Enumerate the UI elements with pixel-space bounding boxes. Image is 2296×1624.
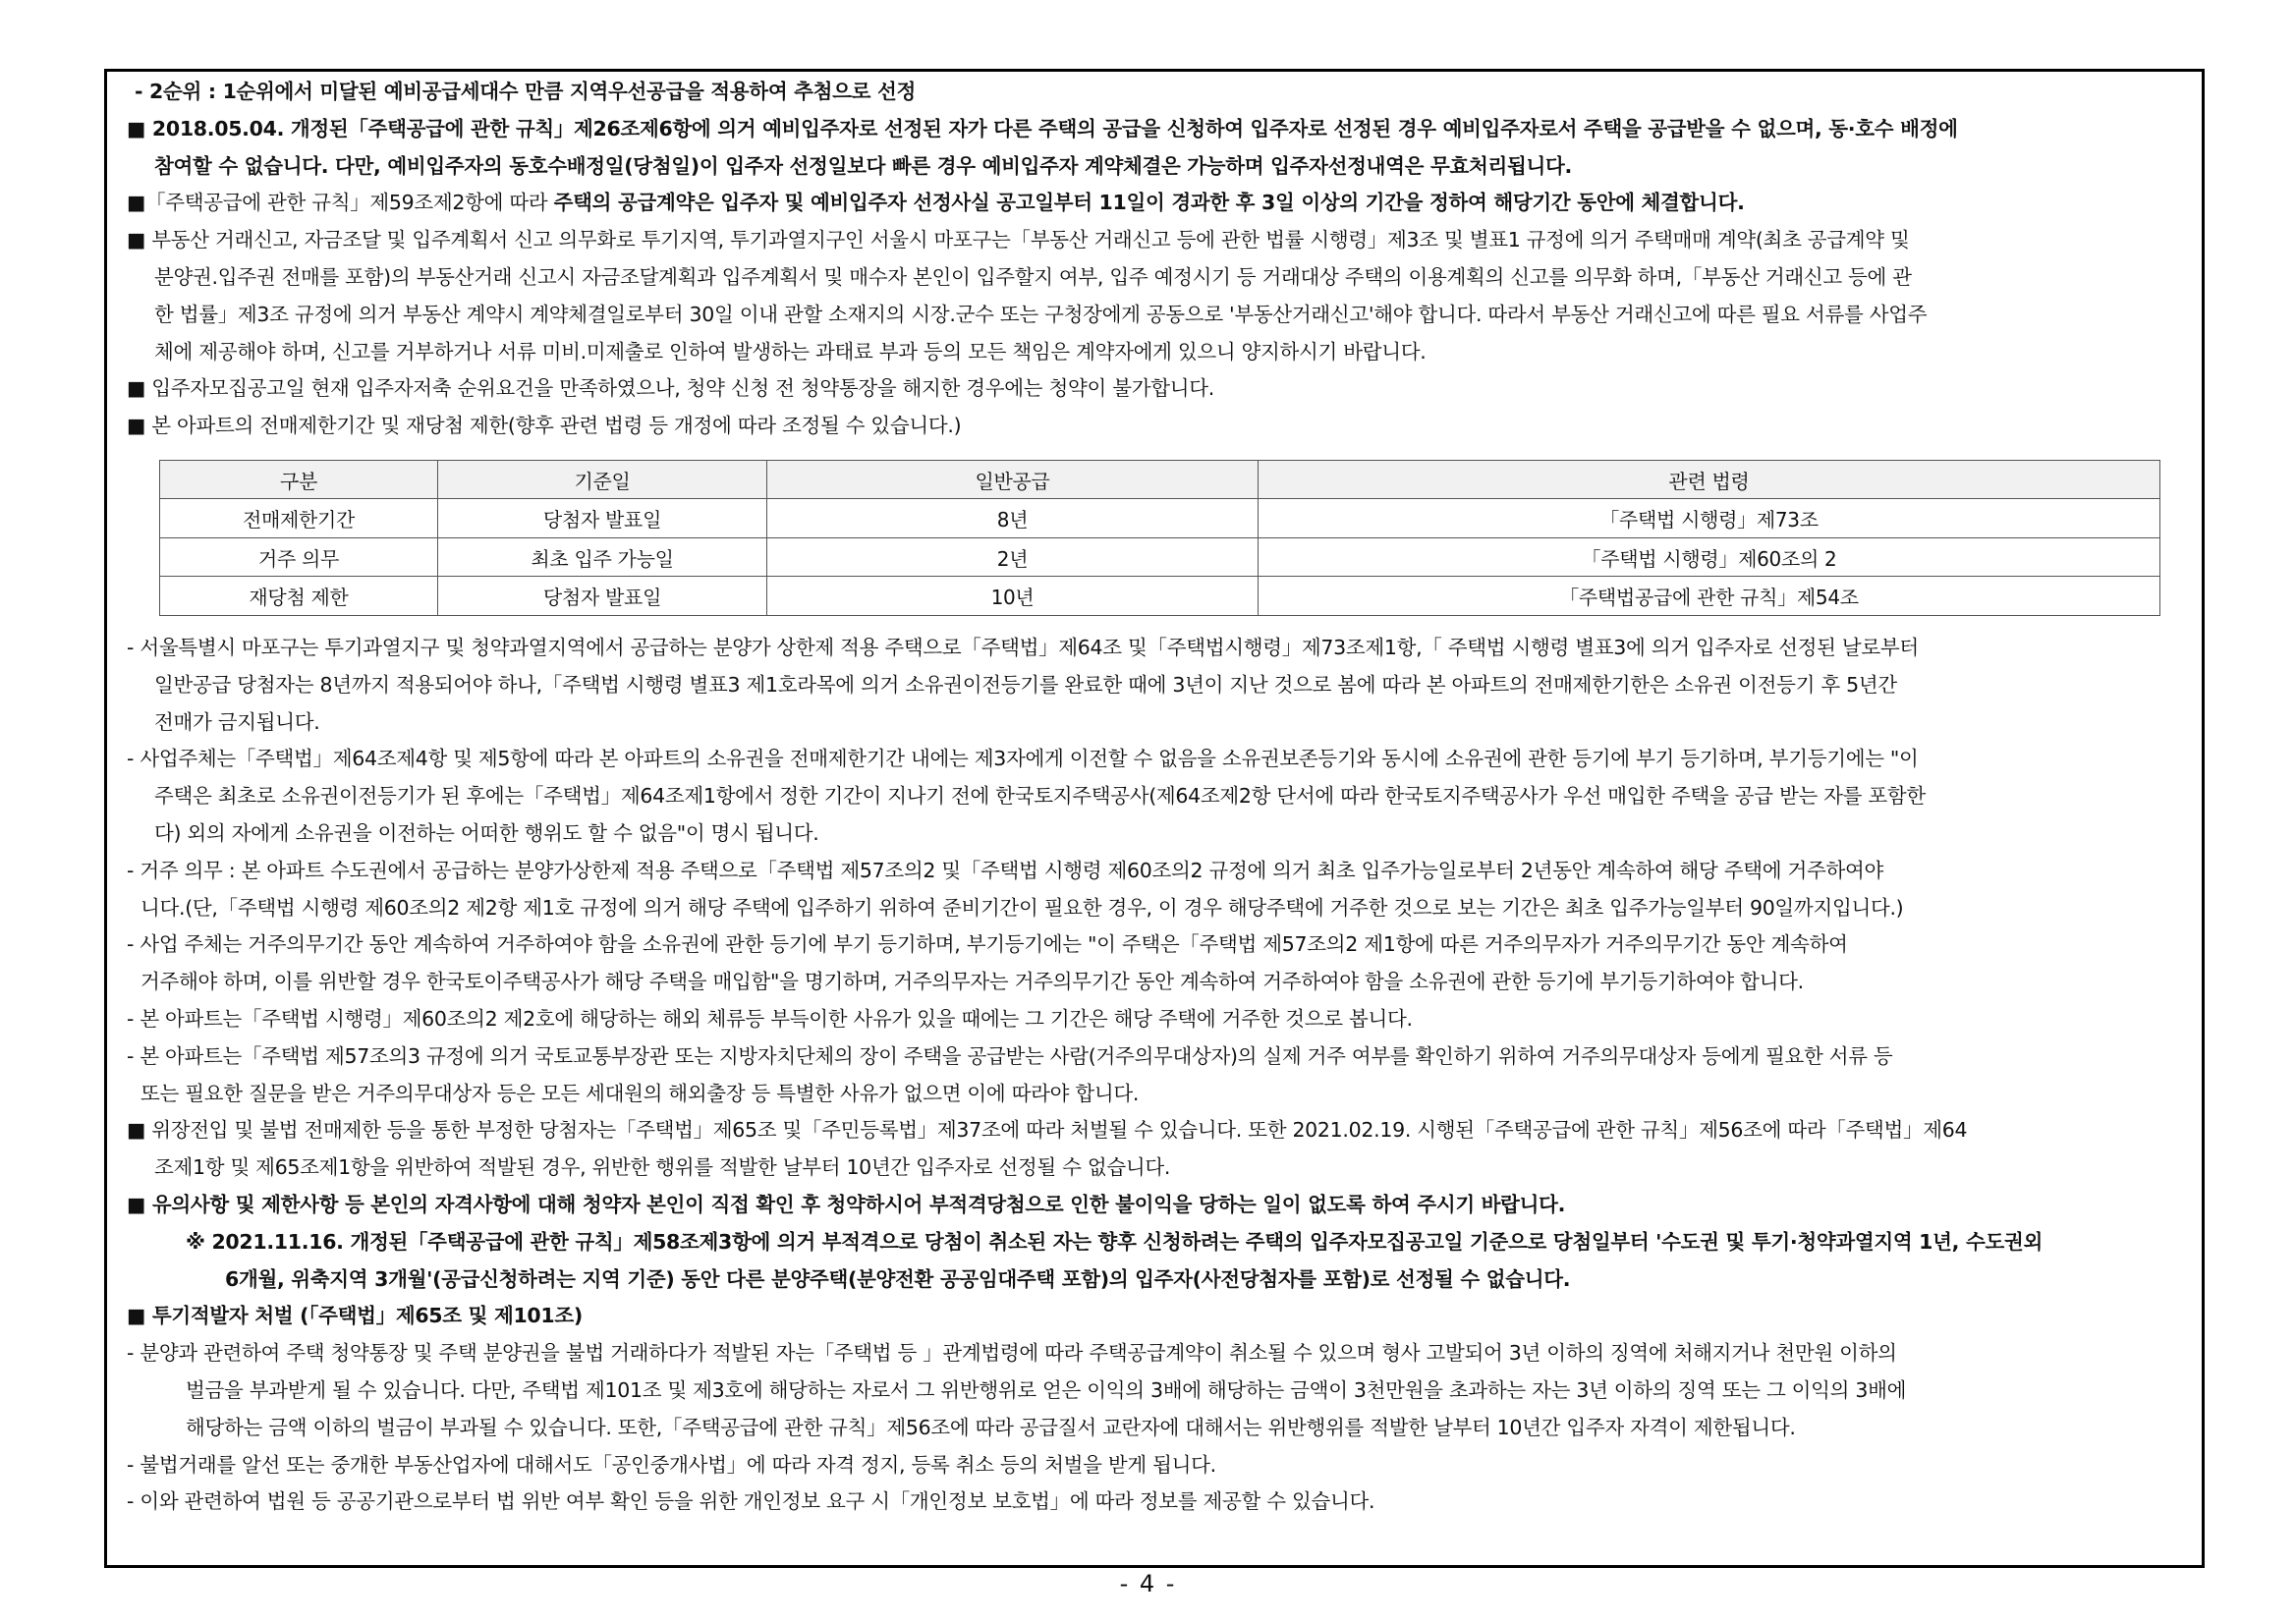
text-line: - 서울특별시 마포구는 투기과열지구 및 청약과열지역에서 공급하는 분양가 상한제 적용 주택으로「주택법」제64조 및「주택법시행령」제73조제1항,「 주택법 시행령 별표3에 의거 입주자로 선정된 날로부터 xyxy=(127,635,1919,659)
text-line: 한 법률」제3조 규정에 의거 부동산 계약시 계약체결일로부터 30일 이내 관할 소재지의 시장.군수 또는 구청장에게 공동으로 '부동산거래신고'해야 합니다. 따라서 부동산 거래신고에 따른 필요 서류를 사업주 xyxy=(154,302,1928,326)
table-cell: 최초 입주 가능일 xyxy=(438,537,767,577)
text-line: - 이와 관련하여 법원 등 공공기관으로부터 법 위반 여부 확인 등을 위한 개인정보 요구 시「개인정보 보호법」에 따라 정보를 제공할 수 있습니다. xyxy=(127,1489,1375,1514)
table-cell: 「주택법 시행령」제60조의 2 xyxy=(1259,537,2160,577)
document-frame xyxy=(104,69,2205,1568)
table-row xyxy=(160,537,2160,577)
table-header-cell: 관련 법령 xyxy=(1259,460,2160,499)
text-span: ■「주택공급에 관한 규칙」제59조제2항에 따라 xyxy=(127,191,554,215)
text-line: ■ 입주자모집공고일 현재 입주자저축 순위요건을 만족하였으나, 청약 신청 전 청약통장을 해지한 경우에는 청약이 불가합니다. xyxy=(127,376,1214,401)
text-line: ■ 본 아파트의 전매제한기간 및 재당첨 제한(향후 관련 법령 등 개정에 따라 조정될 수 있습니다.) xyxy=(127,414,962,438)
table-cell: 재당첨 제한 xyxy=(160,577,438,616)
text-line: - 불법거래를 알선 또는 중개한 부동산업자에 대해서도「공인중개사법」에 따라 자격 정지, 등록 취소 등의 처벌을 받게 됩니다. xyxy=(127,1452,1216,1477)
table-header-cell: 구분 xyxy=(160,460,438,499)
text-line: 해당하는 금액 이하의 벌금이 부과될 수 있습니다. 또한,「주택공급에 관한 규칙」제56조에 따라 공급질서 교란자에 대해서는 위반행위를 적발한 날부터 10년간 입주자 자격이 제한됩니다. xyxy=(186,1415,1796,1439)
text-line: - 본 아파트는「주택법 시행령」제60조의2 제2호에 해당하는 해외 체류등 부득이한 사유가 있을 때에는 그 기간은 해당 주택에 거주한 것으로 봅니다. xyxy=(127,1006,1413,1031)
text-line: 체에 제공해야 하며, 신고를 거부하거나 서류 미비.미제출로 인하여 발생하는 과태료 부과 등의 모든 책임은 계약자에게 있으니 양지하시기 바랍니다. xyxy=(154,339,1427,364)
text-line: ■ 투기적발자 처벌 (「주택법」제65조 및 제101조) xyxy=(127,1304,583,1328)
text-line: 6개월, 위축지역 3개월'(공급신청하려는 지역 기준) 동안 다른 분양주택(분양전환 공공임대주택 포함)의 입주자(사전당첨자를 포함)로 선정될 수 없습니다. xyxy=(225,1266,1571,1291)
restriction-table xyxy=(159,460,2160,616)
table-cell: 「주택법공급에 관한 규칙」제54조 xyxy=(1259,577,2160,616)
text-line: ■ 위장전입 및 불법 전매제한 등을 통한 부정한 당첨자는「주택법」제65조 및「주민등록법」제37조에 따라 처벌될 수 있습니다. 또한 2021.02.19. 시행된「주택공급에 관한 규칙」제56조에 따라「주택법」제64 xyxy=(127,1118,1968,1143)
table-cell: 거주 의무 xyxy=(160,537,438,577)
text-line: ■ 부동산 거래신고, 자금조달 및 입주계획서 신고 의무화로 투기지역, 투기과열지구인 서울시 마포구는「부동산 거래신고 등에 관한 법률 시행령」제3조 및 별표1 규정에 의거 주택매매 계약(최초 공급계약 및 xyxy=(127,228,1910,252)
table-row xyxy=(160,577,2160,616)
text-line: ■ 유의사항 및 제한사항 등 본인의 자격사항에 대해 청약자 본인이 직접 확인 후 청약하시어 부적격당첨으로 인한 불이익을 당하는 일이 없도록 하여 주시기 바랍니다. xyxy=(127,1192,1566,1216)
text-line: 참여할 수 없습니다. 다만, 예비입주자의 동호수배정일(당첨일)이 입주자 선정일보다 빠른 경우 예비입주자 계약체결은 가능하며 입주자선정내역은 무효처리됩니다. xyxy=(154,153,1573,178)
text-line: 주택은 최초로 소유권이전등기가 된 후에는「주택법」제64조제1항에서 정한 기간이 지나기 전에 한국토지주택공사(제64조제2항 단서에 따라 한국토지주택공사가 우선 매입한 주택을 공급 받는 자를 포함한 xyxy=(154,784,1926,809)
text-line: 니다.(단,「주택법 시행령 제60조의2 제2항 제1호 규정에 의거 해당 주택에 입주하기 위하여 준비기간이 필요한 경우, 이 경우 해당주택에 거주한 것으로 보는 기간은 최초 입주가능일부터 90일까지입니다.) xyxy=(140,895,1904,920)
text-line: - 거주 의무 : 본 아파트 수도권에서 공급하는 분양가상한제 적용 주택으로「주택법 제57조의2 및「주택법 시행령 제60조의2 규정에 의거 최초 입주가능일로부터 2년동안 계속하여 해당 주택에 거주하여야 xyxy=(127,858,1884,882)
text-line: ※ 2021.11.16. 개정된「주택공급에 관한 규칙」제58조제3항에 의거 부적격으로 당첨이 취소된 자는 향후 신청하려는 주택의 입주자모집공고일 기준으로 당첨일부터 '수도권 및 투기·청약과열지역 1년, 수도권외 xyxy=(186,1229,2043,1254)
text-line xyxy=(127,185,2192,222)
text-line: - 본 아파트는「주택법 제57조의3 규정에 의거 국토교통부장관 또는 지방자치단체의 장이 주택을 공급받는 사람(거주의무대상자)의 실제 거주 여부를 확인하기 위하여 거주의무대상자 등에게 필요한 서류 등 xyxy=(127,1043,1893,1068)
text-line: 조제1항 및 제65조제1항을 위반하여 적발된 경우, 위반한 행위를 적발한 날부터 10년간 입주자로 선정될 수 없습니다. xyxy=(154,1155,1171,1180)
table-cell: 전매제한기간 xyxy=(160,499,438,538)
table-header-row xyxy=(160,460,2160,499)
text-line: 다) 외의 자에게 소유권을 이전하는 어떠한 행위도 할 수 없음"이 명시 됩니다. xyxy=(154,820,819,845)
text-line: 벌금을 부과받게 될 수 있습니다. 다만, 주택법 제101조 및 제3호에 해당하는 자로서 그 위반행위로 얻은 이익의 3배에 해당하는 금액이 3천만원을 초과하는 자는 3년 이하의 징역 또는 그 이익의 3배에 xyxy=(186,1377,1907,1402)
text-line: 거주해야 하며, 이를 위반할 경우 한국토이주택공사가 해당 주택을 매입함"을 명기하며, 거주의무자는 거주의무기간 동안 계속하여 거주하여야 함을 소유권에 관한 등기에 부기등기하여야 합니다. xyxy=(140,970,1804,994)
text-line: 분양권.입주권 전매를 포함)의 부동산거래 신고시 자금조달계획과 입주계획서 및 매수자 본인이 입주할지 여부, 입주 예정시기 등 거래대상 주택의 이용계획의 신고를 의무화 하며,「부동산 거래신고 등에 관 xyxy=(154,264,1912,289)
text-line: - 분양과 관련하여 주택 청약통장 및 주택 분양권을 불법 거래하다가 적발된 자는「주택법 등 」관계법령에 따라 주택공급계약이 취소될 수 있으며 형사 고발되어 3년 이하의 징역에 처해지거나 천만원 이하의 xyxy=(127,1341,1897,1366)
table-row xyxy=(160,499,2160,538)
text-line: - 사업주체는「주택법」제64조제4항 및 제5항에 따라 본 아파트의 소유권을 전매제한기간 내에는 제3자에게 이전할 수 없음을 소유권보존등기와 동시에 소유권에 관한 등기에 부기 등기하며, 부기등기에는 "이 xyxy=(127,747,1919,771)
table-header-cell: 일반공급 xyxy=(767,460,1259,499)
text-line: 또는 필요한 질문을 받은 거주의무대상자 등은 모든 세대원의 해외출장 등 특별한 사유가 없으면 이에 따라야 합니다. xyxy=(140,1081,1140,1105)
text-line: 일반공급 당첨자는 8년까지 적용되어야 하나,「주택법 시행령 별표3 제1호라목에 의거 소유권이전등기를 완료한 때에 3년이 지난 것으로 봄에 따라 본 아파트의 전매제한기한은 소유권 이전등기 후 5년간 xyxy=(154,672,1897,697)
table-cell: 8년 xyxy=(767,499,1259,538)
text-line: - 사업 주체는 거주의무기간 동안 계속하여 거주하여야 함을 소유권에 관한 등기에 부기 등기하며, 부기등기에는 "이 주택은「주택법 제57조의2 제1항에 따른 거주의무자가 거주의무기간 동안 계속하여 xyxy=(127,932,1848,957)
table-header-cell: 기준일 xyxy=(438,460,767,499)
text-line: ■ 2018.05.04. 개정된「주택공급에 관한 규칙」제26조제6항에 의거 예비입주자로 선정된 자가 다른 주택의 공급을 신청하여 입주자로 선정된 경우 예비입주자로서 주택을 공급받을 수 없으며, 동·호수 배정에 xyxy=(127,116,1958,140)
table-cell: 「주택법 시행령」제73조 xyxy=(1259,499,2160,538)
text-line: - 2순위 : 1순위에서 미달된 예비공급세대수 만큼 지역우선공급을 적용하여 추첨으로 선정 xyxy=(135,80,917,103)
table-cell: 당첨자 발표일 xyxy=(438,577,767,616)
table-cell: 10년 xyxy=(767,577,1259,616)
text-span-bold: 주택의 공급계약은 입주자 및 예비입주자 선정사실 공고일부터 11일이 경과한 후 3일 이상의 기간을 정하여 해당기간 동안에 체결합니다. xyxy=(553,191,1745,215)
table-cell: 2년 xyxy=(767,537,1259,577)
text-line: 전매가 금지됩니다. xyxy=(154,709,320,734)
table-cell: 당첨자 발표일 xyxy=(438,499,767,538)
page-number: - 4 - xyxy=(1119,1570,1177,1597)
